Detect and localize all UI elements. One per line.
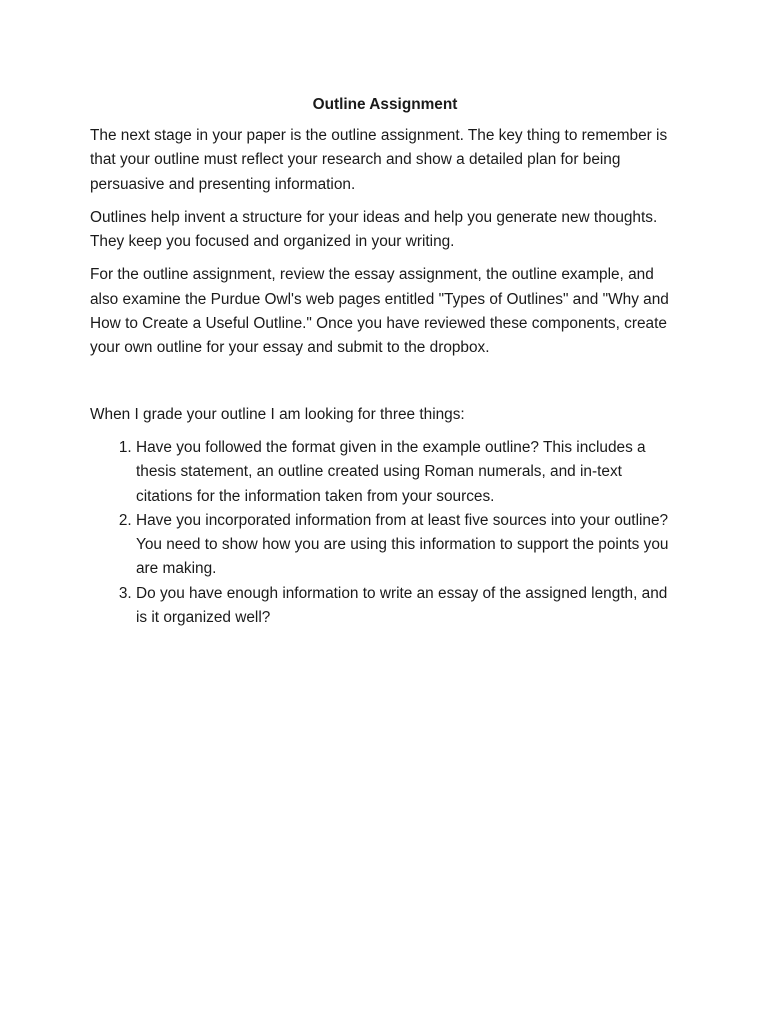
paragraph-intro: The next stage in your paper is the outline assignment. The key thing to remember is that your outline must reflect your research and show a detailed plan for being persuasive and presenting information. [90,127,668,193]
document-title: Outline Assignment [312,96,458,113]
paragraph-outlines-help: Outlines help invent a structure for your ideas and help you generate new thoughts. They keep you focused and organized in your writing. [90,208,658,251]
spacer [90,370,680,403]
grading-intro: When I grade your outline I am looking for three things: [90,405,465,423]
criteria-item-length: 3. Do you have enough information to write an essay of the assigned length, and is it organized well? [136,582,680,631]
document-body [90,94,680,630]
criteria-list [90,436,680,630]
criteria-item-format: 1. Have you followed the format given in the example outline? This includes a thesis statement, an outline created using Roman numerals, and in-text citations for the information taken from your sources. [136,436,680,509]
paragraph-instructions: For the outline assignment, review the essay assignment, the outline example, and also examine the Purdue Owl's web pages entitled "Types of Outlines" and "Why and How to Create a Useful Outline." Once you have reviewed these components, create your own outline for your essay and submit to the dropbox. [90,266,669,357]
criteria-item-sources: 2. Have you incorporated information from at least five sources into your outline? You need to show how you are using this information to support the points you are making. [136,509,680,582]
